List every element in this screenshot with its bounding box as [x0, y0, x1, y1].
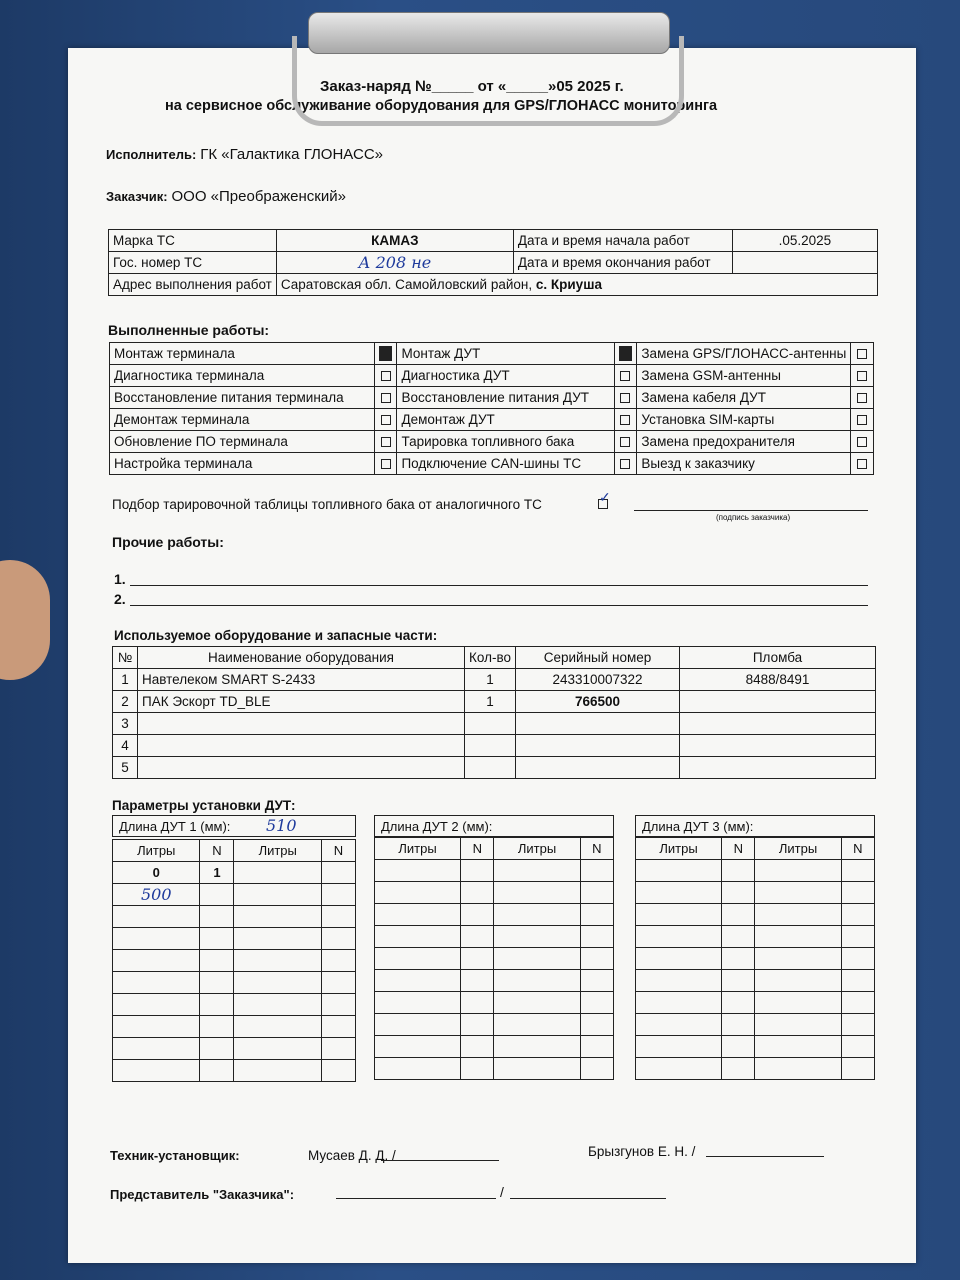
- other-works-heading: Прочие работы:: [112, 534, 224, 550]
- table-row: 4: [113, 735, 876, 757]
- calibration-text: Подбор тарировочной таблицы топливного бака от аналогичного ТС: [112, 497, 542, 512]
- col-header: Наименование оборудования: [138, 647, 465, 669]
- table-row: 3: [113, 713, 876, 735]
- checkmark-icon: ✓: [599, 489, 611, 505]
- dut1-length: 510: [266, 816, 297, 835]
- signature-line: [634, 510, 868, 511]
- dut3-title-box: Длина ДУТ 3 (мм):: [635, 815, 875, 837]
- work-item: Подключение CAN-шины ТС: [397, 453, 614, 475]
- checkbox[interactable]: [381, 393, 391, 403]
- dut1-table: Литры N Литры N 0 1 500: [112, 839, 356, 1082]
- checkbox[interactable]: [620, 393, 630, 403]
- start-label: Дата и время начала работ: [513, 230, 732, 252]
- checkbox[interactable]: [381, 459, 391, 469]
- work-item: Замена GSM-антенны: [637, 365, 851, 387]
- work-item: Восстановление питания ДУТ: [397, 387, 614, 409]
- checkbox[interactable]: [381, 437, 391, 447]
- work-item: Монтаж терминала: [110, 343, 375, 365]
- vehicle-table: [108, 229, 878, 296]
- end-label: Дата и время окончания работ: [513, 252, 732, 274]
- col-header: Кол-во: [465, 647, 516, 669]
- make-label: Марка ТС: [109, 230, 277, 252]
- doc-title: Заказ-наряд №_____ от «_____»05 2025 г.: [320, 78, 624, 95]
- table-row: 5: [113, 757, 876, 779]
- plate-label: Гос. номер ТС: [109, 252, 277, 274]
- other-work-1-num: 1.: [114, 571, 126, 587]
- checkbox[interactable]: [857, 371, 867, 381]
- technician-2: Брызгунов Е. Н. /: [588, 1144, 696, 1159]
- end-value: [732, 252, 877, 274]
- address-label: Адрес выполнения работ: [109, 274, 277, 296]
- checkbox[interactable]: [857, 349, 867, 359]
- technician-1-signature-line[interactable]: [381, 1160, 499, 1161]
- checkbox-checked[interactable]: [379, 346, 392, 361]
- checkbox[interactable]: [620, 459, 630, 469]
- checkbox[interactable]: [381, 371, 391, 381]
- work-item: Тарировка топливного бака: [397, 431, 614, 453]
- checkbox[interactable]: [857, 415, 867, 425]
- equipment-heading: Используемое оборудование и запасные части:: [114, 628, 438, 643]
- technician-2-signature-line[interactable]: [706, 1156, 824, 1157]
- dut2-table: Литры N Литры N: [374, 837, 614, 1080]
- works-table: [109, 342, 874, 475]
- work-item: Замена предохранителя: [637, 431, 851, 453]
- checkbox[interactable]: [620, 371, 630, 381]
- thumb: [0, 560, 50, 680]
- work-item: Диагностика ДУТ: [397, 365, 614, 387]
- col-header: №: [113, 647, 138, 669]
- make-value: КАМАЗ: [371, 233, 419, 248]
- checkbox[interactable]: [857, 459, 867, 469]
- work-item: Демонтаж терминала: [110, 409, 375, 431]
- work-item: Выезд к заказчику: [637, 453, 851, 475]
- doc-subtitle: на сервисное обслуживание оборудования для GPS/ГЛОНАСС мониторинга: [165, 98, 718, 114]
- work-item: Монтаж ДУТ: [397, 343, 614, 365]
- slash: /: [500, 1184, 504, 1200]
- checkbox[interactable]: [620, 415, 630, 425]
- calibration-checkbox[interactable]: [598, 489, 611, 513]
- works-heading: Выполненные работы:: [108, 322, 270, 338]
- checkbox[interactable]: [381, 415, 391, 425]
- work-item: Замена GPS/ГЛОНАСС-антенны: [637, 343, 851, 365]
- work-item: Замена кабеля ДУТ: [637, 387, 851, 409]
- dut3-table: Литры N Литры N: [635, 837, 875, 1080]
- signature-caption: (подпись заказчика): [716, 513, 791, 522]
- clipboard-clip: [292, 12, 686, 122]
- work-item: Восстановление питания терминала: [110, 387, 375, 409]
- dut2-title-box: Длина ДУТ 2 (мм):: [374, 815, 614, 837]
- checkbox[interactable]: [620, 437, 630, 447]
- start-value: .05.2025: [732, 230, 877, 252]
- other-work-2-num: 2.: [114, 591, 126, 607]
- customer-line: Заказчик: ООО «Преображенский»: [106, 188, 346, 205]
- customer-rep-signature-line[interactable]: [510, 1198, 666, 1199]
- dut1-title-box: Длина ДУТ 1 (мм): 510: [112, 815, 356, 837]
- work-item: Диагностика терминала: [110, 365, 375, 387]
- checkbox-checked[interactable]: [619, 346, 632, 361]
- table-row: 1 Навтелеком SMART S-2433 1 243310007322 8488/8491: [113, 669, 876, 691]
- checkbox[interactable]: [857, 393, 867, 403]
- dut-heading: Параметры установки ДУТ:: [112, 798, 296, 813]
- customer-rep-name-line[interactable]: [336, 1198, 496, 1199]
- work-order-sheet: [68, 48, 916, 1263]
- equipment-table: [112, 646, 876, 779]
- address-value: Саратовская обл. Самойловский район, с. Криуша: [276, 274, 877, 296]
- work-item: Установка SIM-карты: [637, 409, 851, 431]
- other-work-2-line[interactable]: [130, 605, 868, 606]
- col-header: Пломба: [680, 647, 876, 669]
- work-item: Демонтаж ДУТ: [397, 409, 614, 431]
- checkbox[interactable]: [857, 437, 867, 447]
- other-work-1-line[interactable]: [130, 585, 868, 586]
- col-header: Серийный номер: [516, 647, 680, 669]
- table-row: 2 ПАК Эскорт TD_BLE 1 766500: [113, 691, 876, 713]
- customer-rep-label: Представитель "Заказчика":: [110, 1187, 295, 1202]
- work-item: Настройка терминала: [110, 453, 375, 475]
- plate-value: А 208 не: [358, 253, 432, 272]
- technician-label: Техник-установщик:: [110, 1148, 240, 1163]
- executor-line: Исполнитель: ГК «Галактика ГЛОНАСС»: [106, 146, 383, 163]
- technician-1: Мусаев Д. Д. /: [308, 1148, 396, 1163]
- work-item: Обновление ПО терминала: [110, 431, 375, 453]
